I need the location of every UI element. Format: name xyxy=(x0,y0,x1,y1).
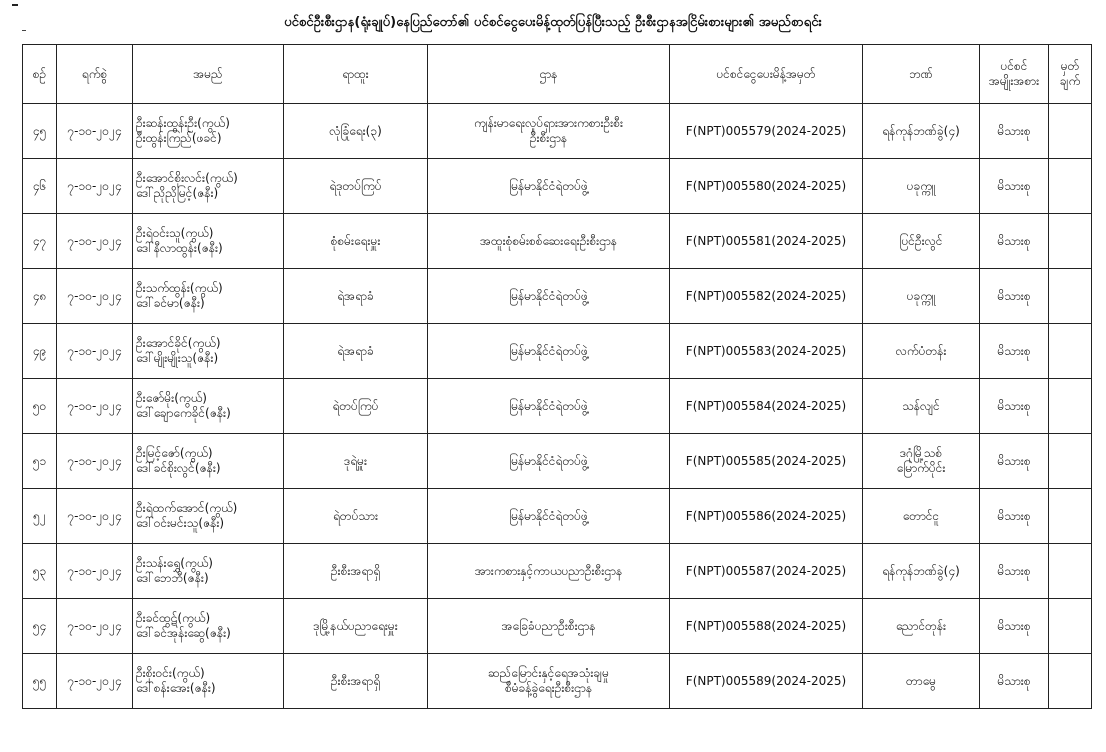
cell-department-line1: အထူးစုံစမ်းစစ်ဆေးရေးဦးစီးဌာန xyxy=(479,233,617,248)
cell-no: ၄၈ xyxy=(23,269,57,324)
cell-no: ၅၅ xyxy=(23,654,57,709)
cell-order-number: F(NPT)005583(2024-2025) xyxy=(670,324,863,379)
cell-name-line1: ဦးမြင့်ဇော်(ကွယ်) xyxy=(136,446,213,460)
cell-name xyxy=(133,379,284,434)
cell-name xyxy=(133,434,284,489)
cell-bank-line1: ပခုက္ကူ xyxy=(906,178,936,193)
cell-name-line2: ဒေါ်ချောကေခိုင်(ဇနီး) xyxy=(136,406,231,420)
cell-rank: ရဲအရာခံ xyxy=(284,324,428,379)
cell-remark xyxy=(1049,489,1092,544)
cell-pension-type: မိသားစု xyxy=(980,214,1049,269)
cell-no: ၄၆ xyxy=(23,159,57,214)
document-title: ပင်စင်ဦးစီးဌာန(ရုံးချုပ်)နေပြည်တော်၏ ပင်စင်ငွေပေးမိန့်ထုတ်ပြန်ပြီးသည့် ဦးစီးဌာနအငြိမ်းစားများ၏ အမည်စာရင်း xyxy=(284,15,822,30)
page-corner-mark xyxy=(12,4,18,6)
cell-name-line1: ဦးရဲဝင်းသူ(ကွယ်) xyxy=(136,226,214,240)
header-bank: ဘဏ် xyxy=(863,45,980,104)
table-row xyxy=(23,159,1092,214)
cell-bank xyxy=(863,599,980,654)
cell-rank: ရဲတပ်ကြပ် xyxy=(284,379,428,434)
cell-bank-line1: ညောင်တုန်း xyxy=(895,618,947,633)
cell-order-number: F(NPT)005584(2024-2025) xyxy=(670,379,863,434)
cell-remark xyxy=(1049,324,1092,379)
cell-rank: ရဲတပ်သား xyxy=(284,489,428,544)
cell-date: ၇-၁၀-၂၀၂၄ xyxy=(57,544,133,599)
cell-department-line2: ဦးစီးဌာန xyxy=(529,131,568,145)
cell-department-line1: မြန်မာနိုင်ငံရဲတပ်ဖွဲ့ xyxy=(509,178,588,193)
table-header-row xyxy=(23,45,1092,104)
cell-name-line1: ဦးသန်းရွှေ(ကွယ်) xyxy=(136,556,213,570)
cell-name xyxy=(133,214,284,269)
cell-bank xyxy=(863,324,980,379)
cell-bank-line1: ရန်ကုန်ဘဏ်ခွဲ(၄) xyxy=(882,563,960,578)
cell-no: ၅၀ xyxy=(23,379,57,434)
cell-bank-line1: ပြင်ဦးလွင် xyxy=(899,233,943,248)
cell-bank-line1: သန်လျင် xyxy=(902,398,940,413)
table-row xyxy=(23,544,1092,599)
cell-date: ၇-၁၀-၂၀၂၄ xyxy=(57,654,133,709)
cell-date: ၇-၁၀-၂၀၂၄ xyxy=(57,434,133,489)
cell-order-number: F(NPT)005585(2024-2025) xyxy=(670,434,863,489)
table-row xyxy=(23,324,1092,379)
cell-name xyxy=(133,269,284,324)
cell-department xyxy=(428,324,670,379)
cell-remark xyxy=(1049,159,1092,214)
cell-pension-type: မိသားစု xyxy=(980,544,1049,599)
table-body xyxy=(23,104,1092,709)
cell-remark xyxy=(1049,654,1092,709)
cell-name-line1: ဦးဇော်မိုး(ကွယ်) xyxy=(136,391,207,405)
cell-name-line2: ဒေါ်ခင်အုန်းဆွေ(ဇနီး) xyxy=(136,626,231,640)
cell-name-line2: ဒေါ်ခင်စိုးလွင်(ဇနီး) xyxy=(136,461,221,475)
cell-rank: စုံစမ်းရေးမှူး xyxy=(284,214,428,269)
cell-bank xyxy=(863,544,980,599)
cell-no: ၅၂ xyxy=(23,489,57,544)
cell-department-line1: မြန်မာနိုင်ငံရဲတပ်ဖွဲ့ xyxy=(509,398,588,413)
cell-pension-type: မိသားစု xyxy=(980,379,1049,434)
cell-date: ၇-၁၀-၂၀၂၄ xyxy=(57,159,133,214)
cell-date: ၇-၁၀-၂၀၂၄ xyxy=(57,489,133,544)
cell-department-line1: အားကစားနှင့်ကာယပညာဦးစီးဌာန xyxy=(474,563,623,578)
cell-date: ၇-၁၀-၂၀၂၄ xyxy=(57,269,133,324)
cell-name-line2: ဒေါ်နီလာထွန်း(ဇနီး) xyxy=(136,241,223,255)
cell-department-line1: အခြေခံပညာဦးစီးဌာန xyxy=(501,618,596,633)
cell-rank: ရဲအရာခံ xyxy=(284,269,428,324)
cell-pension-type: မိသားစု xyxy=(980,269,1049,324)
cell-name xyxy=(133,489,284,544)
cell-name-line2: ဒေါ်စန်းအေး(ဇနီး) xyxy=(136,681,216,695)
cell-date: ၇-၁၀-၂၀၂၄ xyxy=(57,379,133,434)
cell-remark xyxy=(1049,544,1092,599)
header-remark-line2: ချက် xyxy=(1059,74,1081,88)
header-pension-type-line1: ပင်စင် xyxy=(1000,59,1028,73)
table-row xyxy=(23,104,1092,159)
cell-name-line2: ဒေါ်ခင်မာ(ဇနီး) xyxy=(136,296,205,310)
cell-name-line1: ဦးသက်ထွန်း(ကွယ်) xyxy=(136,281,223,295)
cell-bank-line1: လက်ပံတန်း xyxy=(895,343,947,358)
cell-no: ၄၇ xyxy=(23,214,57,269)
header-rank: ရာထူး xyxy=(284,45,428,104)
cell-bank-line1: ဒဂုံမြို့သစ် xyxy=(899,446,943,460)
cell-name-line1: ဦးဆန်းထွန်းဦး(ကွယ်) xyxy=(136,116,230,130)
header-remark-line1: မှတ် xyxy=(1060,59,1080,73)
cell-bank xyxy=(863,434,980,489)
cell-order-number: F(NPT)005589(2024-2025) xyxy=(670,654,863,709)
cell-bank-line1: တောင်ငူ xyxy=(902,508,940,523)
cell-department-line1: မြန်မာနိုင်ငံရဲတပ်ဖွဲ့ xyxy=(509,453,588,468)
cell-department-line1: မြန်မာနိုင်ငံရဲတပ်ဖွဲ့ xyxy=(509,508,588,523)
header-no: စဉ် xyxy=(23,45,57,104)
cell-name xyxy=(133,654,284,709)
cell-pension-type: မိသားစု xyxy=(980,489,1049,544)
cell-bank-line1: ပခုက္ကူ xyxy=(906,288,936,303)
table-row xyxy=(23,654,1092,709)
cell-order-number: F(NPT)005581(2024-2025) xyxy=(670,214,863,269)
cell-rank: လုံခြုံရေး(၃) xyxy=(284,104,428,159)
table-row xyxy=(23,379,1092,434)
cell-department xyxy=(428,269,670,324)
cell-no: ၄၉ xyxy=(23,324,57,379)
cell-date: ၇-၁၀-၂၀၂၄ xyxy=(57,214,133,269)
header-name: အမည် xyxy=(133,45,284,104)
cell-remark xyxy=(1049,599,1092,654)
cell-name xyxy=(133,159,284,214)
cell-department xyxy=(428,159,670,214)
cell-order-number: F(NPT)005586(2024-2025) xyxy=(670,489,863,544)
cell-department-line1: ကျန်းမာရေးလှုပ်ရှားအားကစားဦးစီး xyxy=(473,116,624,130)
cell-bank xyxy=(863,489,980,544)
cell-name xyxy=(133,544,284,599)
cell-department xyxy=(428,434,670,489)
header-order-number: ပင်စင်ငွေပေးမိန့်အမှတ် xyxy=(670,45,863,104)
cell-name xyxy=(133,104,284,159)
cell-date: ၇-၁၀-၂၀၂၄ xyxy=(57,104,133,159)
cell-pension-type: မိသားစု xyxy=(980,159,1049,214)
cell-name-line2: ဒေါ်ဝင်းမင်းသူ(ဇနီး) xyxy=(136,516,225,530)
cell-name xyxy=(133,599,284,654)
cell-department-line1: မြန်မာနိုင်ငံရဲတပ်ဖွဲ့ xyxy=(509,288,588,303)
cell-remark xyxy=(1049,434,1092,489)
cell-name xyxy=(133,324,284,379)
cell-bank xyxy=(863,269,980,324)
cell-name-line2: ဒေါ်မျိုးမျိုးသူ(ဇနီး) xyxy=(136,351,219,365)
header-remark xyxy=(1049,45,1092,104)
cell-pension-type: မိသားစု xyxy=(980,104,1049,159)
cell-date: ၇-၁၀-၂၀၂၄ xyxy=(57,599,133,654)
table-row xyxy=(23,214,1092,269)
cell-date: ၇-၁၀-၂၀၂၄ xyxy=(57,324,133,379)
cell-no: ၅၄ xyxy=(23,599,57,654)
table-row xyxy=(23,489,1092,544)
cell-department xyxy=(428,489,670,544)
cell-bank xyxy=(863,654,980,709)
table-row xyxy=(23,434,1092,489)
cell-order-number: F(NPT)005582(2024-2025) xyxy=(670,269,863,324)
cell-department-line2: စီမံခန့်ခွဲရေးဦးစီးဌာန xyxy=(504,681,593,695)
cell-department xyxy=(428,544,670,599)
cell-rank: ဒုရဲမှူး xyxy=(284,434,428,489)
cell-rank: ရဲဒုတပ်ကြပ် xyxy=(284,159,428,214)
cell-department-line1: မြန်မာနိုင်ငံရဲတပ်ဖွဲ့ xyxy=(509,343,588,358)
cell-rank: ဦးစီးအရာရှိ xyxy=(284,544,428,599)
cell-bank xyxy=(863,214,980,269)
header-date: ရက်စွဲ xyxy=(57,45,133,104)
cell-name-line1: ဦးအောင်ခိုင်(ကွယ်) xyxy=(136,336,221,350)
cell-remark xyxy=(1049,269,1092,324)
cell-bank xyxy=(863,379,980,434)
header-pension-type xyxy=(980,45,1049,104)
cell-name-line1: ဦးအောင်စိုးလင်း(ကွယ်) xyxy=(136,171,238,185)
cell-order-number: F(NPT)005580(2024-2025) xyxy=(670,159,863,214)
cell-remark xyxy=(1049,104,1092,159)
cell-no: ၄၅ xyxy=(23,104,57,159)
header-department: ဌာန xyxy=(428,45,670,104)
cell-department xyxy=(428,104,670,159)
cell-rank: ဒုမြို့နယ်ပညာရေးမှူး xyxy=(284,599,428,654)
cell-bank-line1: တာမွေ xyxy=(906,673,936,688)
cell-pension-type: မိသားစု xyxy=(980,654,1049,709)
cell-rank: ဦးစီးအရာရှိ xyxy=(284,654,428,709)
cell-name-line2: ဒေါ်ညိုညိုမြင့်(ဇနီး) xyxy=(136,186,219,200)
cell-department xyxy=(428,654,670,709)
cell-name-line1: ဦးခင်ထွဋ်(ကွယ်) xyxy=(136,611,211,625)
cell-department xyxy=(428,379,670,434)
cell-bank xyxy=(863,104,980,159)
cell-remark xyxy=(1049,214,1092,269)
table-row xyxy=(23,599,1092,654)
cell-order-number: F(NPT)005588(2024-2025) xyxy=(670,599,863,654)
cell-department xyxy=(428,214,670,269)
cell-name-line1: ဦးစိုးဝင်း(ကွယ်) xyxy=(136,666,205,680)
cell-pension-type: မိသားစု xyxy=(980,324,1049,379)
cell-remark xyxy=(1049,379,1092,434)
cell-bank-line2: မြောက်ပိုင်း xyxy=(896,461,946,475)
cell-name-line2: ဦးထွန်းကြည်(ဖခင်) xyxy=(136,131,222,145)
cell-no: ၅၃ xyxy=(23,544,57,599)
table-row xyxy=(23,269,1092,324)
cell-pension-type: မိသားစု xyxy=(980,434,1049,489)
cell-order-number: F(NPT)005587(2024-2025) xyxy=(670,544,863,599)
cell-order-number: F(NPT)005579(2024-2025) xyxy=(670,104,863,159)
cell-name-line1: ဦးရဲထက်အောင်(ကွယ်) xyxy=(136,501,238,515)
cell-bank-line1: ရန်ကုန်ဘဏ်ခွဲ(၄) xyxy=(882,123,960,138)
cell-department xyxy=(428,599,670,654)
cell-no: ၅၁ xyxy=(23,434,57,489)
header-pension-type-line2: အမျိုးအစား xyxy=(988,74,1040,88)
cell-bank xyxy=(863,159,980,214)
cell-name-line2: ဒေါ်ဘေဘီ(ဇနီး) xyxy=(136,571,209,585)
cell-pension-type: မိသားစု xyxy=(980,599,1049,654)
cell-department-line1: ဆည်မြောင်းနှင့်ရေအသုံးချမှု xyxy=(488,666,609,680)
pension-list-table xyxy=(22,44,1092,709)
